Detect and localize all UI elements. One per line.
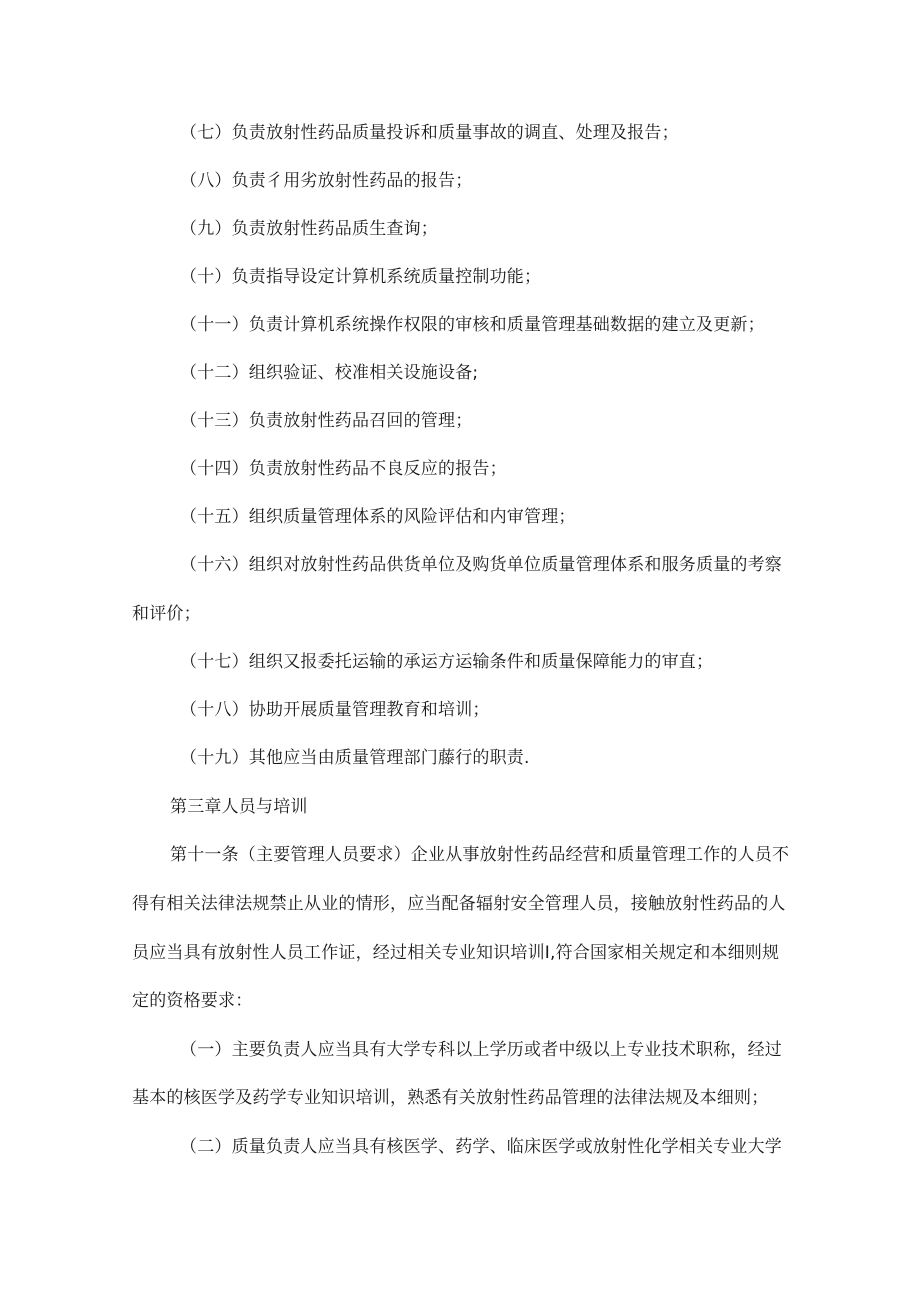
text-line: （十四）负责放射性药品不良反应的报告； — [180, 459, 507, 479]
text-line: （十五）组织质量管理体系的风险评估和内审管理； — [180, 507, 576, 527]
text-line: （十）负责指导设定计算机系统质量控制功能； — [180, 267, 542, 287]
chapter-heading: 第三章人员与培训 — [170, 797, 308, 817]
text-line: （九）负责放射性药品质生查询； — [180, 219, 438, 239]
text-line: （一）主要负责人应当具有大学专科以上学历或者中级以上专业技术职称，经过 — [180, 1040, 782, 1060]
text-line: 基本的核医学及药学专业知识培训，熟悉有关放射性药品管理的法律法规及本细则； — [132, 1088, 769, 1108]
text-line: （十六）组织对放射性药品供货单位及购货单位质量管理体系和服务质量的考察 — [180, 555, 782, 575]
text-line: （十一）负责计算机系统操作权限的审核和质量管理基础数据的建立及更新； — [180, 315, 765, 335]
text-line: （二）质量负责人应当具有核医学、药学、临床医学或放射性化学相关专业大学 — [180, 1137, 782, 1157]
text-line: 和评价； — [132, 604, 201, 624]
text-line: 得有相关法律法规禁止从业的情形，应当配备辐射安全管理人员，接触放射性药品的人 — [132, 894, 786, 914]
text-line: （十七）组织又报委托运输的承运方运输条件和质量保障能力的审直； — [180, 652, 714, 672]
text-line: （八）负责彳用劣放射性药品的报告； — [180, 171, 473, 191]
text-line: （十八）协助开展质量管理教育和培训； — [180, 700, 490, 720]
text-line: （十二）组织验证、校准相关设施设备; — [180, 363, 479, 383]
text-line: 定的资格要求： — [132, 991, 253, 1011]
text-line: （十三）负责放射性药品召回的管理； — [180, 411, 473, 431]
text-line: （七）负责放射性药品质量投诉和质量事故的调直、处理及报告； — [180, 123, 679, 143]
text-line: （十九）其他应当由质量管理部门藤行的职责. — [180, 748, 530, 768]
text-line: 第十一条（主要管理人员要求）企业从事放射性药品经营和质量管理工作的人员不 — [170, 845, 790, 865]
text-line: 员应当具有放射性人员工作证，经过相关专业知识培训I,符合国家相关规定和本细则规 — [132, 943, 780, 963]
